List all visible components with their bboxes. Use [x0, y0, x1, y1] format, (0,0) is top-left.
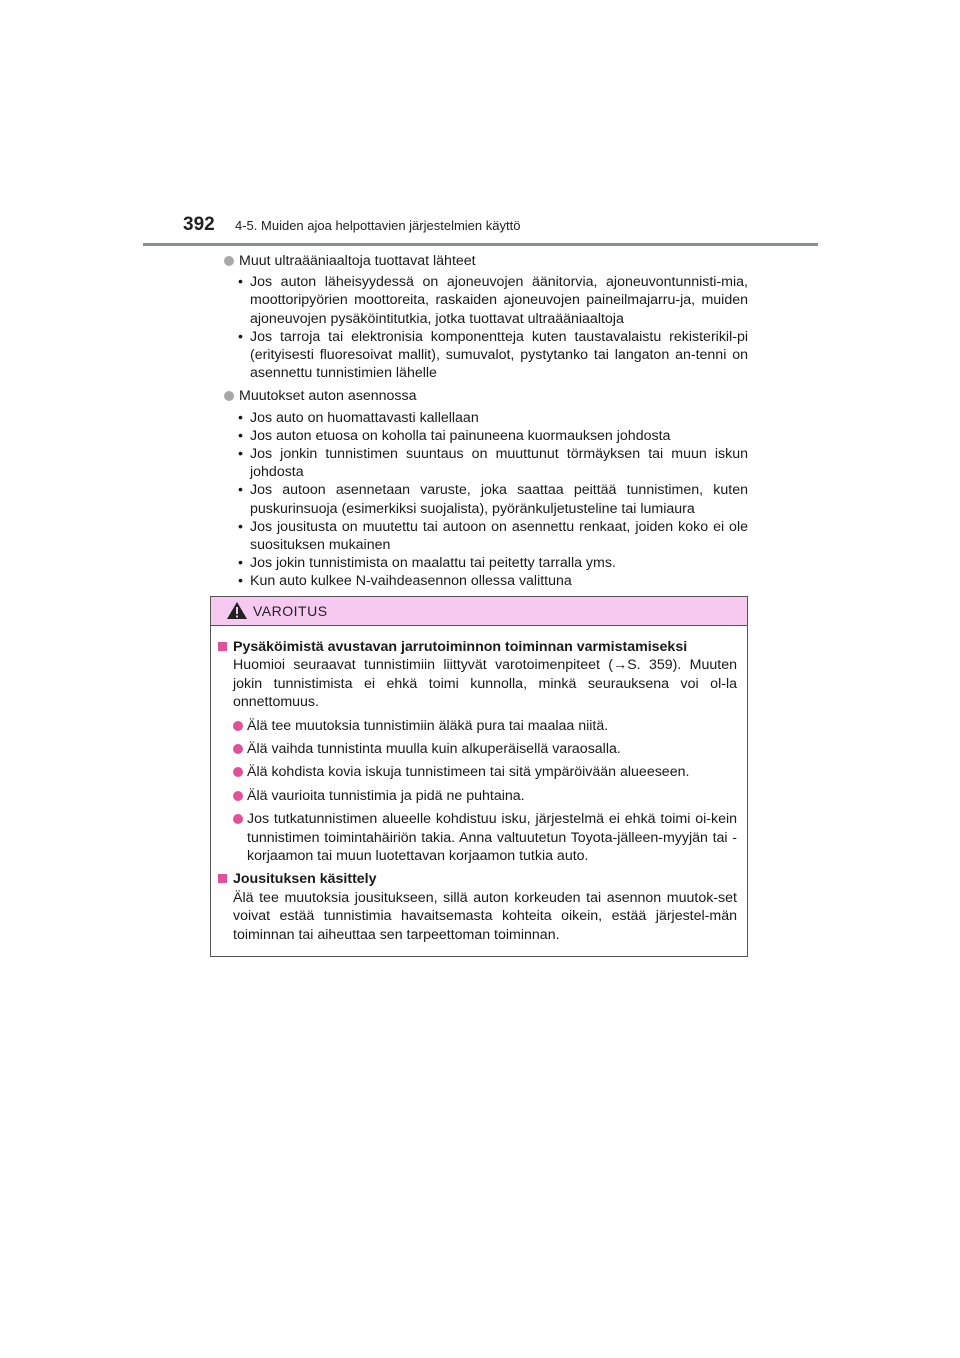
list-item: • Jos autoon asennetaan varuste, joka saattaa peittää tunnistimen, kuten puskurinsuoja (esimerkiksi suojalista), pyöränkuljetusteline tai lumiaura	[238, 482, 748, 517]
section-title: Jousituksen käsittely	[217, 870, 737, 888]
bullet-dot-icon	[233, 721, 243, 731]
warning-header	[211, 597, 747, 626]
section-title: Pysäköimistä avustavan jarrutoiminnon toiminnan varmistamiseksi	[217, 638, 737, 656]
list-item: • Jos auton etuosa on koholla tai painuneena kuormauksen johdosta	[238, 427, 671, 444]
group-list	[222, 409, 748, 591]
group-list	[222, 273, 748, 382]
warning-label: VAROITUS	[253, 603, 328, 619]
list-item: • Jos tarroja tai elektronisia komponentteja kuten taustavalaistu rekisterikil-pi (erityisesti fluoresoivat mallit), sumuvalot, pystytanko tai langaton an-tenni on asennettu tunnistimien lähelle	[238, 328, 748, 382]
warning-body	[211, 626, 747, 944]
list-item: Älä tee muutoksia tunnistimiin äläkä pura tai maalaa niitä.	[233, 717, 737, 735]
list-item: • Jos jousitusta on muutettu tai autoon on asennettu renkaat, joiden koko ei ole suosituksen mukainen	[238, 518, 748, 554]
list-item: • Kun auto kulkee N-vaihdeasennon ollessa valittuna	[238, 573, 572, 590]
page-number: 392	[183, 214, 215, 235]
square-bullet-icon	[218, 874, 227, 883]
list-item: • Jos jonkin tunnistimen suuntaus on muuttunut törmäyksen tai muun iskun johdosta	[238, 446, 748, 481]
list-item: Älä vaurioita tunnistimia ja pidä ne puhtaina.	[233, 787, 737, 805]
chapter-title: 4-5. Muiden ajoa helpottavien järjestelmien käyttö	[235, 218, 521, 233]
list-item: • Jos auto on huomattavasti kallellaan	[238, 409, 479, 426]
list-item: Älä kohdista kovia iskuja tunnistimeen tai sitä ympäröivään alueeseen.	[233, 763, 737, 781]
group-title: Muut ultraääniaaltoja tuottavat lähteet	[222, 252, 748, 270]
bullet-dot-icon	[233, 791, 243, 801]
bullet-dot-icon	[224, 391, 234, 401]
group-title: Muutokset auton asennossa	[222, 387, 748, 405]
bullet-dot-icon	[233, 767, 243, 777]
list-item: Älä vaihda tunnistinta muulla kuin alkuperäisellä varaosalla.	[233, 740, 737, 758]
bullet-dot-icon	[233, 814, 243, 824]
list-item: Jos tutkatunnistimen alueelle kohdistuu isku, järjestelmä ei ehkä toimi oi-kein tunnistimen toimintahäiriön takia. Anna valtuutetun Toyota-jälleen-myyjän tai -korjaamon tai muun luotettavan korjaamon tutkia auto.	[233, 810, 737, 865]
section-text: Älä tee muutoksia jousitukseen, sillä auton korkeuden tai asennon muutok-set voivat estää tunnistimia havaitsemasta kohteita oikein, estää järjestel-män toiminnan tai aiheuttaa sen tarpeettoman toiminnan.	[233, 889, 737, 943]
header-rule	[143, 243, 818, 246]
warning-box	[210, 596, 748, 957]
square-bullet-icon	[218, 642, 227, 651]
list-item: • Jos auton läheisyydessä on ajoneuvojen äänitorvia, ajoneuvontunnisti-mia, moottoripyörien moottoreita, raskaiden ajoneuvojen paineilmajarru-ja, muiden ajoneuvojen pysäköintitutkia, jotka tuottavat ultraääniaaltoja	[238, 274, 748, 327]
warning-triangle-icon	[226, 601, 248, 620]
page-header	[183, 214, 520, 236]
section-text: Huomioi seuraavat tunnistimiin liittyvät varotoimenpiteet (→S. 359). Muuten jokin tunnistimista ei ehkä toimi kunnolla, minkä seurauksena voi ol-la onnettomuus.	[233, 657, 737, 711]
main-content	[222, 252, 748, 591]
bullet-dot-icon	[224, 256, 234, 266]
bullet-dot-icon	[233, 744, 243, 754]
list-item: • Jos jokin tunnistimista on maalattu tai peitetty tarralla yms.	[238, 555, 616, 572]
